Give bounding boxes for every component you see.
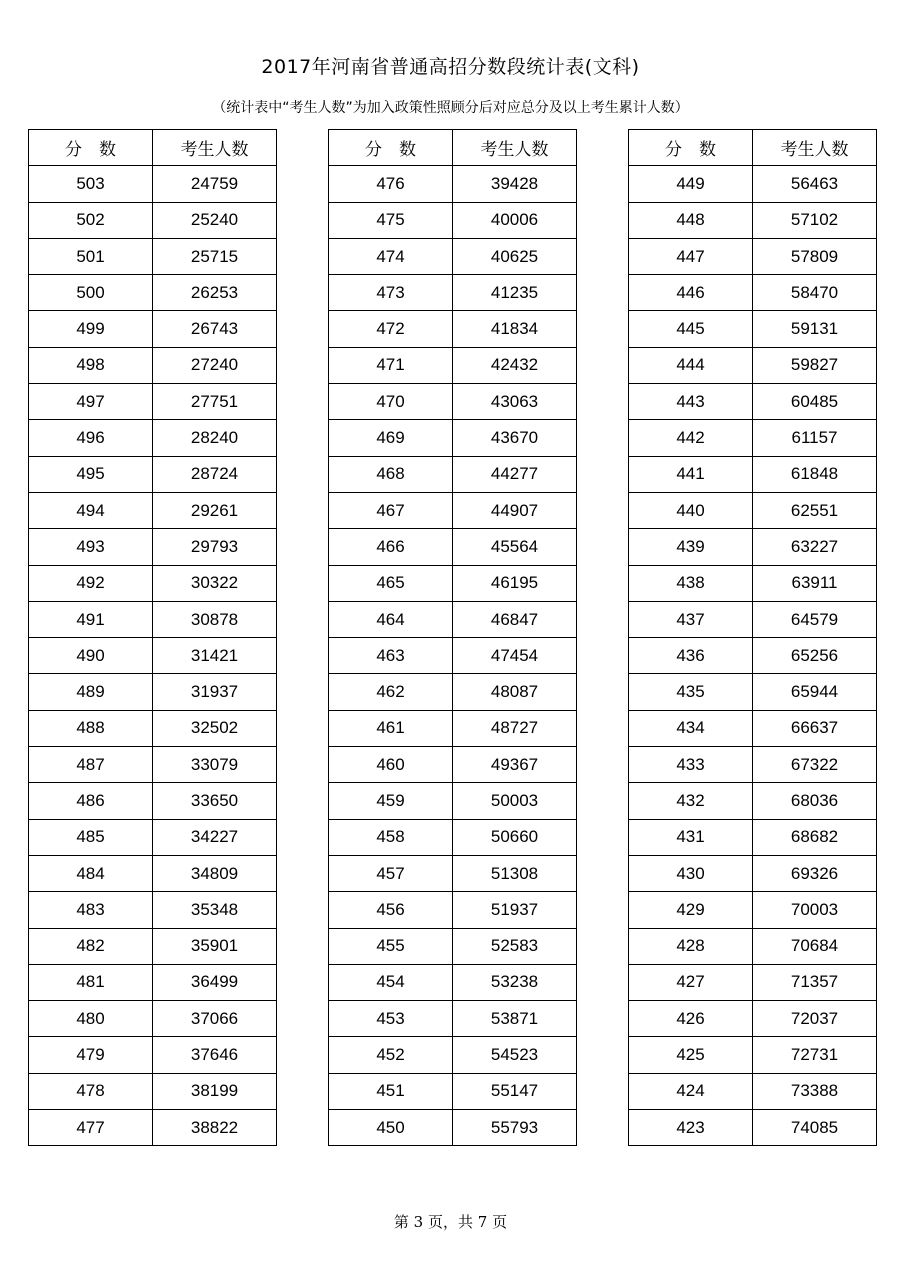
- count-cell: 47454: [453, 638, 577, 674]
- count-cell: 63911: [753, 565, 877, 601]
- count-cell: 72037: [753, 1001, 877, 1037]
- count-cell: 37646: [153, 1037, 277, 1073]
- count-cell: 35348: [153, 892, 277, 928]
- count-cell: 70684: [753, 928, 877, 964]
- table-row: [329, 1037, 577, 1073]
- table-row: [29, 202, 277, 238]
- count-cell: 55793: [453, 1110, 577, 1146]
- table-row: [329, 783, 577, 819]
- table-row: [29, 1037, 277, 1073]
- score-cell: 452: [329, 1037, 453, 1073]
- score-cell: 464: [329, 601, 453, 637]
- table-row: [329, 529, 577, 565]
- count-cell: 30878: [153, 601, 277, 637]
- count-cell: 64579: [753, 601, 877, 637]
- score-cell: 442: [629, 420, 753, 456]
- count-cell: 41834: [453, 311, 577, 347]
- score-table-3: [628, 129, 877, 1146]
- score-cell: 440: [629, 492, 753, 528]
- table-row: [29, 892, 277, 928]
- score-cell: 430: [629, 855, 753, 891]
- table-row: [29, 238, 277, 274]
- score-cell: 438: [629, 565, 753, 601]
- count-cell: 25240: [153, 202, 277, 238]
- count-cell: 69326: [753, 855, 877, 891]
- count-cell: 65944: [753, 674, 877, 710]
- count-cell: 34809: [153, 855, 277, 891]
- count-cell: 34227: [153, 819, 277, 855]
- table-row: [629, 710, 877, 746]
- count-cell: 45564: [453, 529, 577, 565]
- count-cell: 24759: [153, 166, 277, 202]
- score-cell: 448: [629, 202, 753, 238]
- table-row: [629, 783, 877, 819]
- score-cell: 470: [329, 384, 453, 420]
- score-cell: 460: [329, 747, 453, 783]
- count-cell: 27751: [153, 384, 277, 420]
- table-row: [629, 1110, 877, 1146]
- count-cell: 25715: [153, 238, 277, 274]
- count-cell: 53238: [453, 964, 577, 1000]
- count-cell: 32502: [153, 710, 277, 746]
- header-count: 考生人数: [753, 130, 877, 166]
- table-row: [29, 1110, 277, 1146]
- count-cell: 40625: [453, 238, 577, 274]
- score-cell: 444: [629, 347, 753, 383]
- table-row: [29, 1001, 277, 1037]
- count-cell: 44277: [453, 456, 577, 492]
- count-cell: 55147: [453, 1073, 577, 1109]
- score-cell: 451: [329, 1073, 453, 1109]
- score-cell: 500: [29, 275, 153, 311]
- score-cell: 443: [629, 384, 753, 420]
- table-header-row: [629, 130, 877, 166]
- table-row: [29, 347, 277, 383]
- count-cell: 30322: [153, 565, 277, 601]
- header-count: 考生人数: [453, 130, 577, 166]
- table-row: [329, 384, 577, 420]
- count-cell: 27240: [153, 347, 277, 383]
- score-cell: 459: [329, 783, 453, 819]
- count-cell: 43670: [453, 420, 577, 456]
- count-cell: 28240: [153, 420, 277, 456]
- count-cell: 36499: [153, 964, 277, 1000]
- score-cell: 490: [29, 638, 153, 674]
- score-cell: 435: [629, 674, 753, 710]
- count-cell: 33650: [153, 783, 277, 819]
- table-row: [329, 1110, 577, 1146]
- table-row: [29, 565, 277, 601]
- count-cell: 39428: [453, 166, 577, 202]
- score-cell: 467: [329, 492, 453, 528]
- page-footer: 第 3 页，共 7 页: [393, 1213, 508, 1231]
- table-row: [329, 892, 577, 928]
- table-row: [329, 275, 577, 311]
- count-cell: 57809: [753, 238, 877, 274]
- table-header-row: [29, 130, 277, 166]
- table-row: [629, 384, 877, 420]
- table-row: [329, 928, 577, 964]
- table-row: [29, 420, 277, 456]
- table-row: [629, 166, 877, 202]
- score-cell: 427: [629, 964, 753, 1000]
- header-score: 分 数: [329, 130, 453, 166]
- table-row: [329, 747, 577, 783]
- count-cell: 61848: [753, 456, 877, 492]
- count-cell: 35901: [153, 928, 277, 964]
- table-row: [629, 1073, 877, 1109]
- count-cell: 37066: [153, 1001, 277, 1037]
- score-cell: 502: [29, 202, 153, 238]
- count-cell: 59827: [753, 347, 877, 383]
- table-row: [329, 1073, 577, 1109]
- table-row: [629, 964, 877, 1000]
- table-row: [329, 347, 577, 383]
- count-cell: 40006: [453, 202, 577, 238]
- count-cell: 46847: [453, 601, 577, 637]
- score-cell: 461: [329, 710, 453, 746]
- table-row: [29, 166, 277, 202]
- table-row: [329, 565, 577, 601]
- table-row: [329, 601, 577, 637]
- count-cell: 44907: [453, 492, 577, 528]
- count-cell: 57102: [753, 202, 877, 238]
- page-subtitle: （统计表中“考生人数”为加入政策性照顾分后对应总分及以上考生累计人数）: [212, 100, 689, 116]
- score-cell: 503: [29, 166, 153, 202]
- score-cell: 455: [329, 928, 453, 964]
- table-row: [629, 855, 877, 891]
- table-row: [329, 855, 577, 891]
- score-cell: 474: [329, 238, 453, 274]
- score-cell: 471: [329, 347, 453, 383]
- table-row: [29, 747, 277, 783]
- count-cell: 73388: [753, 1073, 877, 1109]
- count-cell: 72731: [753, 1037, 877, 1073]
- score-table-1: [28, 129, 277, 1146]
- score-cell: 431: [629, 819, 753, 855]
- count-cell: 29261: [153, 492, 277, 528]
- score-cell: 428: [629, 928, 753, 964]
- score-cell: 457: [329, 855, 453, 891]
- score-cell: 423: [629, 1110, 753, 1146]
- table-row: [329, 492, 577, 528]
- score-cell: 462: [329, 674, 453, 710]
- count-cell: 43063: [453, 384, 577, 420]
- table-row: [29, 1073, 277, 1109]
- score-cell: 487: [29, 747, 153, 783]
- header-count: 考生人数: [153, 130, 277, 166]
- count-cell: 46195: [453, 565, 577, 601]
- count-cell: 26743: [153, 311, 277, 347]
- table-row: [29, 964, 277, 1000]
- score-cell: 479: [29, 1037, 153, 1073]
- count-cell: 38822: [153, 1110, 277, 1146]
- table-row: [29, 674, 277, 710]
- table-row: [329, 710, 577, 746]
- table-row: [629, 456, 877, 492]
- score-cell: 489: [29, 674, 153, 710]
- count-cell: 51308: [453, 855, 577, 891]
- score-cell: 491: [29, 601, 153, 637]
- score-cell: 463: [329, 638, 453, 674]
- table-row: [29, 601, 277, 637]
- score-cell: 497: [29, 384, 153, 420]
- score-cell: 425: [629, 1037, 753, 1073]
- header-score: 分 数: [629, 130, 753, 166]
- table-row: [629, 638, 877, 674]
- table-row: [629, 928, 877, 964]
- score-cell: 426: [629, 1001, 753, 1037]
- page-title: 2017年河南省普通高招分数段统计表(文科): [261, 56, 640, 78]
- score-cell: 483: [29, 892, 153, 928]
- count-cell: 74085: [753, 1110, 877, 1146]
- table-row: [329, 420, 577, 456]
- table-row: [629, 347, 877, 383]
- score-cell: 469: [329, 420, 453, 456]
- count-cell: 71357: [753, 964, 877, 1000]
- score-cell: 433: [629, 747, 753, 783]
- count-cell: 61157: [753, 420, 877, 456]
- count-cell: 51937: [453, 892, 577, 928]
- score-cell: 488: [29, 710, 153, 746]
- score-cell: 468: [329, 456, 453, 492]
- table-row: [29, 855, 277, 891]
- score-cell: 453: [329, 1001, 453, 1037]
- table-row: [629, 1037, 877, 1073]
- score-cell: 496: [29, 420, 153, 456]
- score-cell: 458: [329, 819, 453, 855]
- table-row: [329, 166, 577, 202]
- table-row: [629, 492, 877, 528]
- table-row: [329, 674, 577, 710]
- table-row: [329, 202, 577, 238]
- score-cell: 424: [629, 1073, 753, 1109]
- count-cell: 50660: [453, 819, 577, 855]
- count-cell: 68036: [753, 783, 877, 819]
- table-row: [29, 311, 277, 347]
- table-row: [629, 238, 877, 274]
- score-cell: 485: [29, 819, 153, 855]
- score-cell: 494: [29, 492, 153, 528]
- score-cell: 450: [329, 1110, 453, 1146]
- score-cell: 446: [629, 275, 753, 311]
- count-cell: 65256: [753, 638, 877, 674]
- score-cell: 445: [629, 311, 753, 347]
- score-cell: 449: [629, 166, 753, 202]
- score-cell: 456: [329, 892, 453, 928]
- count-cell: 60485: [753, 384, 877, 420]
- score-cell: 476: [329, 166, 453, 202]
- table-row: [29, 492, 277, 528]
- table-row: [29, 783, 277, 819]
- score-cell: 441: [629, 456, 753, 492]
- score-cell: 465: [329, 565, 453, 601]
- table-row: [629, 747, 877, 783]
- score-cell: 436: [629, 638, 753, 674]
- score-table-2: [328, 129, 577, 1146]
- score-cell: 501: [29, 238, 153, 274]
- count-cell: 66637: [753, 710, 877, 746]
- table-row: [629, 275, 877, 311]
- count-cell: 48727: [453, 710, 577, 746]
- table-row: [329, 238, 577, 274]
- score-cell: 454: [329, 964, 453, 1000]
- count-cell: 48087: [453, 674, 577, 710]
- score-cell: 495: [29, 456, 153, 492]
- count-cell: 42432: [453, 347, 577, 383]
- score-cell: 482: [29, 928, 153, 964]
- count-cell: 59131: [753, 311, 877, 347]
- count-cell: 63227: [753, 529, 877, 565]
- score-cell: 480: [29, 1001, 153, 1037]
- table-row: [29, 384, 277, 420]
- table-row: [29, 456, 277, 492]
- table-row: [29, 529, 277, 565]
- table-row: [629, 601, 877, 637]
- table-row: [29, 710, 277, 746]
- score-cell: 493: [29, 529, 153, 565]
- count-cell: 38199: [153, 1073, 277, 1109]
- count-cell: 26253: [153, 275, 277, 311]
- score-cell: 466: [329, 529, 453, 565]
- table-header-row: [329, 130, 577, 166]
- table-row: [29, 928, 277, 964]
- table-row: [329, 819, 577, 855]
- table-row: [629, 819, 877, 855]
- score-cell: 477: [29, 1110, 153, 1146]
- score-cell: 434: [629, 710, 753, 746]
- table-row: [629, 311, 877, 347]
- table-row: [329, 964, 577, 1000]
- count-cell: 53871: [453, 1001, 577, 1037]
- count-cell: 68682: [753, 819, 877, 855]
- score-cell: 475: [329, 202, 453, 238]
- count-cell: 58470: [753, 275, 877, 311]
- count-cell: 52583: [453, 928, 577, 964]
- table-row: [629, 892, 877, 928]
- score-cell: 437: [629, 601, 753, 637]
- table-row: [329, 456, 577, 492]
- table-row: [629, 674, 877, 710]
- count-cell: 62551: [753, 492, 877, 528]
- score-cell: 481: [29, 964, 153, 1000]
- count-cell: 56463: [753, 166, 877, 202]
- score-cell: 484: [29, 855, 153, 891]
- count-cell: 31421: [153, 638, 277, 674]
- table-row: [329, 1001, 577, 1037]
- count-cell: 50003: [453, 783, 577, 819]
- count-cell: 29793: [153, 529, 277, 565]
- score-cell: 492: [29, 565, 153, 601]
- table-row: [629, 420, 877, 456]
- score-cell: 478: [29, 1073, 153, 1109]
- count-cell: 41235: [453, 275, 577, 311]
- table-row: [629, 529, 877, 565]
- table-row: [29, 638, 277, 674]
- count-cell: 54523: [453, 1037, 577, 1073]
- count-cell: 31937: [153, 674, 277, 710]
- count-cell: 70003: [753, 892, 877, 928]
- score-cell: 499: [29, 311, 153, 347]
- score-cell: 472: [329, 311, 453, 347]
- count-cell: 28724: [153, 456, 277, 492]
- count-cell: 67322: [753, 747, 877, 783]
- score-cell: 439: [629, 529, 753, 565]
- table-row: [29, 275, 277, 311]
- table-row: [329, 311, 577, 347]
- count-cell: 49367: [453, 747, 577, 783]
- table-row: [329, 638, 577, 674]
- score-cell: 447: [629, 238, 753, 274]
- count-cell: 33079: [153, 747, 277, 783]
- score-cell: 432: [629, 783, 753, 819]
- score-cell: 429: [629, 892, 753, 928]
- table-row: [629, 1001, 877, 1037]
- score-cell: 498: [29, 347, 153, 383]
- score-cell: 486: [29, 783, 153, 819]
- table-row: [29, 819, 277, 855]
- score-cell: 473: [329, 275, 453, 311]
- table-row: [629, 202, 877, 238]
- header-score: 分 数: [29, 130, 153, 166]
- table-row: [629, 565, 877, 601]
